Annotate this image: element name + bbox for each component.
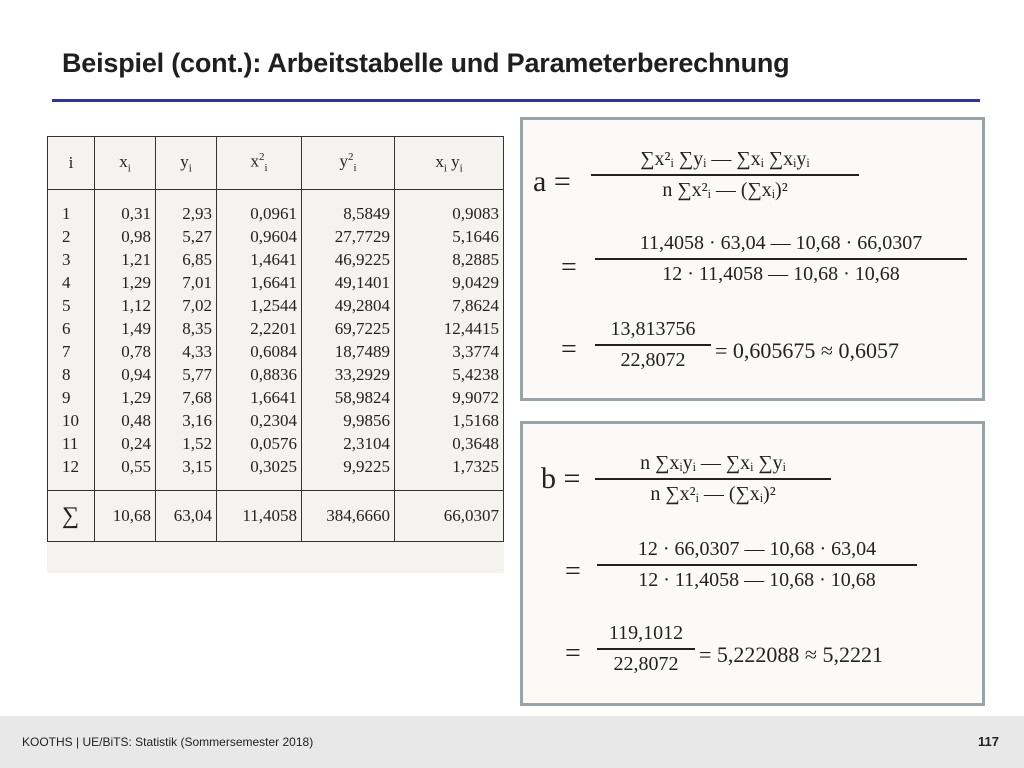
table-cell: 8,5849 — [302, 190, 395, 226]
table-row — [48, 294, 504, 317]
table-cell: 4,33 — [156, 340, 217, 363]
formula-b-box — [520, 421, 985, 706]
header-y-squared: $y^2_i$ — [302, 137, 395, 190]
formula-a-box — [520, 117, 985, 401]
table-cell: 12,4415 — [395, 317, 504, 340]
table-cell: 9,0429 — [395, 271, 504, 294]
formula-a-subst-denominator: 12 · 11,4058 — 10,68 · 10,68 — [662, 263, 900, 285]
table-cell: 3,3774 — [395, 340, 504, 363]
table-cell: 2,93 — [156, 190, 217, 226]
table-cell: 12 — [48, 455, 95, 491]
table-cell: 27,7729 — [302, 225, 395, 248]
table-cell: 9,9856 — [302, 409, 395, 432]
formula-a-result-fraction — [595, 318, 711, 372]
table-cell: 5 — [48, 294, 95, 317]
table-cell: 2,2201 — [217, 317, 302, 340]
table-cell: 10 — [48, 409, 95, 432]
table-cell: 7,01 — [156, 271, 217, 294]
table-cell: 0,8836 — [217, 363, 302, 386]
formula-a-general — [591, 148, 859, 202]
table-cell: 1,6641 — [217, 386, 302, 409]
equals-sign: = — [565, 556, 581, 587]
formula-b-general-denominator: n ∑x²ᵢ — (∑xᵢ)² — [650, 483, 776, 505]
table-cell: 0,31 — [95, 190, 156, 226]
table-cell: 5,4238 — [395, 363, 504, 386]
table-row — [48, 225, 504, 248]
table-cell: 5,1646 — [395, 225, 504, 248]
formula-b-general-numerator: n ∑xᵢyᵢ — ∑xᵢ ∑yᵢ — [640, 452, 786, 474]
table-cell: 5,27 — [156, 225, 217, 248]
table-cell: 9 — [48, 386, 95, 409]
table-cell: 0,78 — [95, 340, 156, 363]
table-cell: 0,6084 — [217, 340, 302, 363]
formula-a-result: = 0,605675 ≈ 0,6057 — [715, 338, 899, 363]
table-cell: 1,12 — [95, 294, 156, 317]
formula-b-subst-numerator: 12 · 66,0307 — 10,68 · 63,04 — [637, 538, 877, 560]
table-header-row — [48, 137, 504, 190]
formula-b-general — [595, 452, 831, 506]
table-cell: 3 — [48, 248, 95, 271]
table-cell: 1,52 — [156, 432, 217, 455]
table-cell: 0,55 — [95, 455, 156, 491]
formula-b-result-numerator: 119,1012 — [608, 622, 684, 644]
table-cell: 7 — [48, 340, 95, 363]
table-cell: 9,9225 — [302, 455, 395, 491]
table-row — [48, 386, 504, 409]
table-row — [48, 409, 504, 432]
table-cell: 1,21 — [95, 248, 156, 271]
table-cell: 49,1401 — [302, 271, 395, 294]
table-cell: 1,29 — [95, 386, 156, 409]
footer-text: KOOTHS | UE/BiTS: Statistik (Sommersemester 2018) — [22, 735, 314, 749]
formula-b-subst-denominator: 12 · 11,4058 — 10,68 · 10,68 — [638, 569, 876, 591]
formula-b-result: = 5,222088 ≈ 5,2221 — [699, 642, 883, 667]
table-cell: 11 — [48, 432, 95, 455]
header-xy: $x_i$ $y_i$ — [395, 137, 504, 190]
table-cell: 8 — [48, 363, 95, 386]
table-row — [48, 340, 504, 363]
table-cell: 2 — [48, 225, 95, 248]
table-cell: 0,3648 — [395, 432, 504, 455]
header-x: $x_i$ — [95, 137, 156, 190]
table-cell: 1,4641 — [217, 248, 302, 271]
sum-cell: 66,0307 — [395, 491, 504, 542]
table-cell: 1,49 — [95, 317, 156, 340]
equals-sign: = — [561, 252, 577, 283]
table-cell: 3,15 — [156, 455, 217, 491]
table-cell: 7,68 — [156, 386, 217, 409]
table-cell: 0,94 — [95, 363, 156, 386]
table-row — [48, 317, 504, 340]
fraction-bar — [591, 174, 859, 176]
formula-b-substituted — [597, 538, 917, 592]
formula-a-result-numerator: 13,813756 — [610, 318, 696, 340]
table-cell: 0,9083 — [395, 190, 504, 226]
table-cell: 46,9225 — [302, 248, 395, 271]
table-cell: 9,9072 — [395, 386, 504, 409]
header-y: $y_i$ — [156, 137, 217, 190]
sum-cell: 10,68 — [95, 491, 156, 542]
sum-row — [48, 491, 504, 542]
table-cell: 33,2929 — [302, 363, 395, 386]
header-x-squared: $x^2_i$ — [217, 137, 302, 190]
formula-b-result-fraction — [597, 622, 695, 676]
table-cell: 1,7325 — [395, 455, 504, 491]
table-cell: 4 — [48, 271, 95, 294]
formula-a-lhs: a = — [533, 165, 571, 198]
table-cell: 1,5168 — [395, 409, 504, 432]
sum-symbol: ∑ — [48, 491, 95, 542]
table-cell: 2,3104 — [302, 432, 395, 455]
table-cell: 8,2885 — [395, 248, 504, 271]
formula-a-general-denominator: n ∑x²ᵢ — (∑xᵢ)² — [662, 179, 788, 201]
slide-title: Beispiel (cont.): Arbeitstabelle und Parameterberechnung — [62, 48, 790, 78]
table-cell: 6,85 — [156, 248, 217, 271]
table-cell: 7,02 — [156, 294, 217, 317]
table-cell: 0,3025 — [217, 455, 302, 491]
table-cell: 1,6641 — [217, 271, 302, 294]
fraction-bar — [595, 344, 711, 346]
table-row — [48, 248, 504, 271]
table-cell: 0,0576 — [217, 432, 302, 455]
header-i: i — [48, 137, 95, 190]
table-cell: 8,35 — [156, 317, 217, 340]
formula-a-subst-numerator: 11,4058 · 63,04 — 10,68 · 66,0307 — [639, 232, 923, 254]
sum-cell: 63,04 — [156, 491, 217, 542]
table-cell: 1 — [48, 190, 95, 226]
table-cell: 1,2544 — [217, 294, 302, 317]
fraction-bar — [595, 478, 831, 480]
work-table — [47, 136, 504, 542]
table-cell: 18,7489 — [302, 340, 395, 363]
table-cell: 1,29 — [95, 271, 156, 294]
equals-sign: = — [561, 334, 577, 365]
table-cell: 69,7225 — [302, 317, 395, 340]
table-row — [48, 271, 504, 294]
table-cell: 0,2304 — [217, 409, 302, 432]
table-cell: 3,16 — [156, 409, 217, 432]
table-row — [48, 455, 504, 491]
table-cell: 58,9824 — [302, 386, 395, 409]
table-cell: 0,98 — [95, 225, 156, 248]
formula-a-general-numerator: ∑x²ᵢ ∑yᵢ — ∑xᵢ ∑xᵢyᵢ — [640, 148, 810, 170]
table-cell: 0,9604 — [217, 225, 302, 248]
table-cell: 49,2804 — [302, 294, 395, 317]
fraction-bar — [597, 564, 917, 566]
table-cell: 0,48 — [95, 409, 156, 432]
page-number: 117 — [978, 734, 999, 749]
table-row — [48, 432, 504, 455]
formula-a-result-denominator: 22,8072 — [620, 349, 686, 371]
fraction-bar — [597, 648, 695, 650]
table-cell: 0,24 — [95, 432, 156, 455]
fraction-bar — [595, 258, 967, 260]
sum-cell: 11,4058 — [217, 491, 302, 542]
formula-b-lhs: b = — [541, 462, 581, 495]
formula-b-result-denominator: 22,8072 — [613, 653, 679, 675]
table-cell: 7,8624 — [395, 294, 504, 317]
equals-sign: = — [565, 638, 581, 669]
table-row — [48, 363, 504, 386]
table-cell: 0,0961 — [217, 190, 302, 226]
sum-cell: 384,6660 — [302, 491, 395, 542]
table-cell: 6 — [48, 317, 95, 340]
table-cell: 5,77 — [156, 363, 217, 386]
formula-a-substituted — [595, 232, 967, 286]
title-divider — [52, 99, 980, 102]
table-row — [48, 190, 504, 226]
